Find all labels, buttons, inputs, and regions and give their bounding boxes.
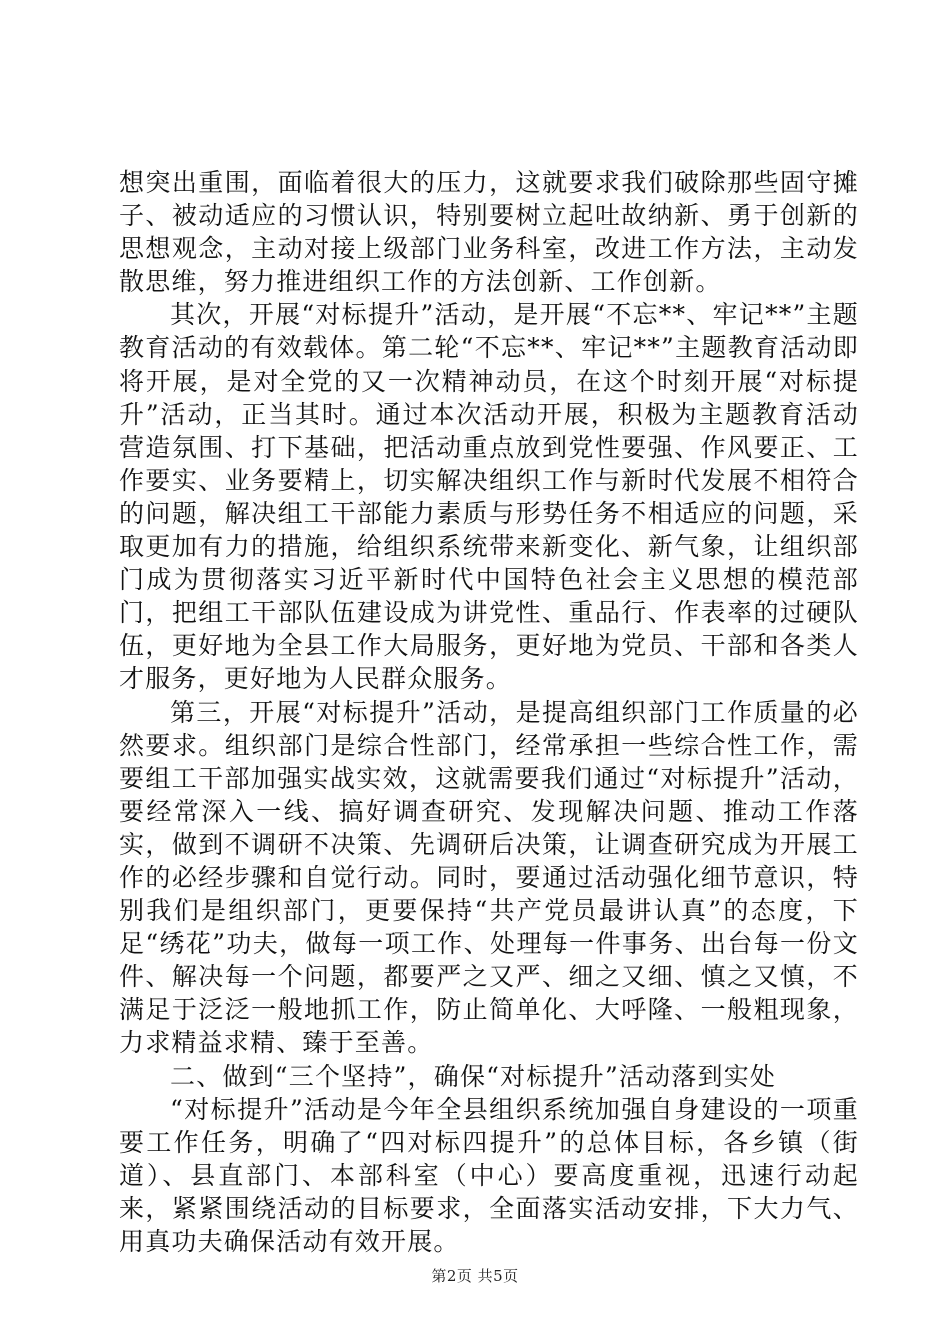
paragraph-continued: 想突出重围，面临着很大的压力，这就要求我们破除那些固守摊子、被动适应的习惯认识，特别要树立起吐故纳新、勇于创新的思想观念，主动对接上级部门业务科室，改进工作方法，主动发散思维，努力推进组织工作的方法创新、工作创新。 bbox=[119, 168, 859, 297]
page-number-footer: 第2页 共5页 bbox=[431, 1267, 519, 1285]
document-body bbox=[119, 166, 859, 1258]
paragraph-section-intro: “对标提升”活动是今年全县组织系统加强自身建设的一项重要工作任务，明确了“四对标四提升”的总体目标，各乡镇（街道）、县直部门、本部科室（中心）要高度重视，迅速行动起来，紧紧围绕活动的目标要求，全面落实活动安排，下大力气、用真功夫确保活动有效开展。 bbox=[119, 1094, 859, 1256]
section-heading: 二、做到“三个坚持”，确保“对标提升”活动落到实处 bbox=[170, 1061, 777, 1091]
paragraph-secondly: 其次，开展“对标提升”活动，是开展“不忘**、牢记**”主题教育活动的有效载体。第二轮“不忘**、牢记**”主题教育活动即将开展，是对全党的又一次精神动员，在这个时刻开展“对标提升”活动，正当其时。通过本次活动开展，积极为主题教育活动营造氛围、打下基础，把活动重点放到党性要强、作风要正、工作要实、业务要精上，切实解决组织工作与新时代发展不相符合的问题，解决组工干部能力素质与形势任务不相适应的问题，采取更加有力的措施，给组织系统带来新变化、新气象，让组织部门成为贯彻落实习近平新时代中国特色社会主义思想的模范部门，把组工干部队伍建设成为讲党性、重品行、作表率的过硬队伍，更好地为全县工作大局服务，更好地为党员、干部和各类人才服务，更好地为人民群众服务。 bbox=[119, 300, 859, 694]
paragraph-thirdly: 第三，开展“对标提升”活动，是提高组织部门工作质量的必然要求。组织部门是综合性部门，经常承担一些综合性工作，需要组工干部加强实战实效，这就需要我们通过“对标提升”活动，要经常深入一线、搞好调查研究、发现解决问题、推动工作落实，做到不调研不决策、先调研后决策，让调查研究成为开展工作的必经步骤和自觉行动。同时，要通过活动强化细节意识，特别我们是组织部门，更要保持“共产党员最讲认真”的态度，下足“绣花”功夫，做每一项工作、处理每一件事务、出台每一份文件、解决每一个问题，都要严之又严、细之又细、慎之又慎，不满足于泛泛一般地抓工作，防止简单化、大呼隆、一般粗现象，力求精益求精、臻于至善。 bbox=[119, 697, 859, 1058]
